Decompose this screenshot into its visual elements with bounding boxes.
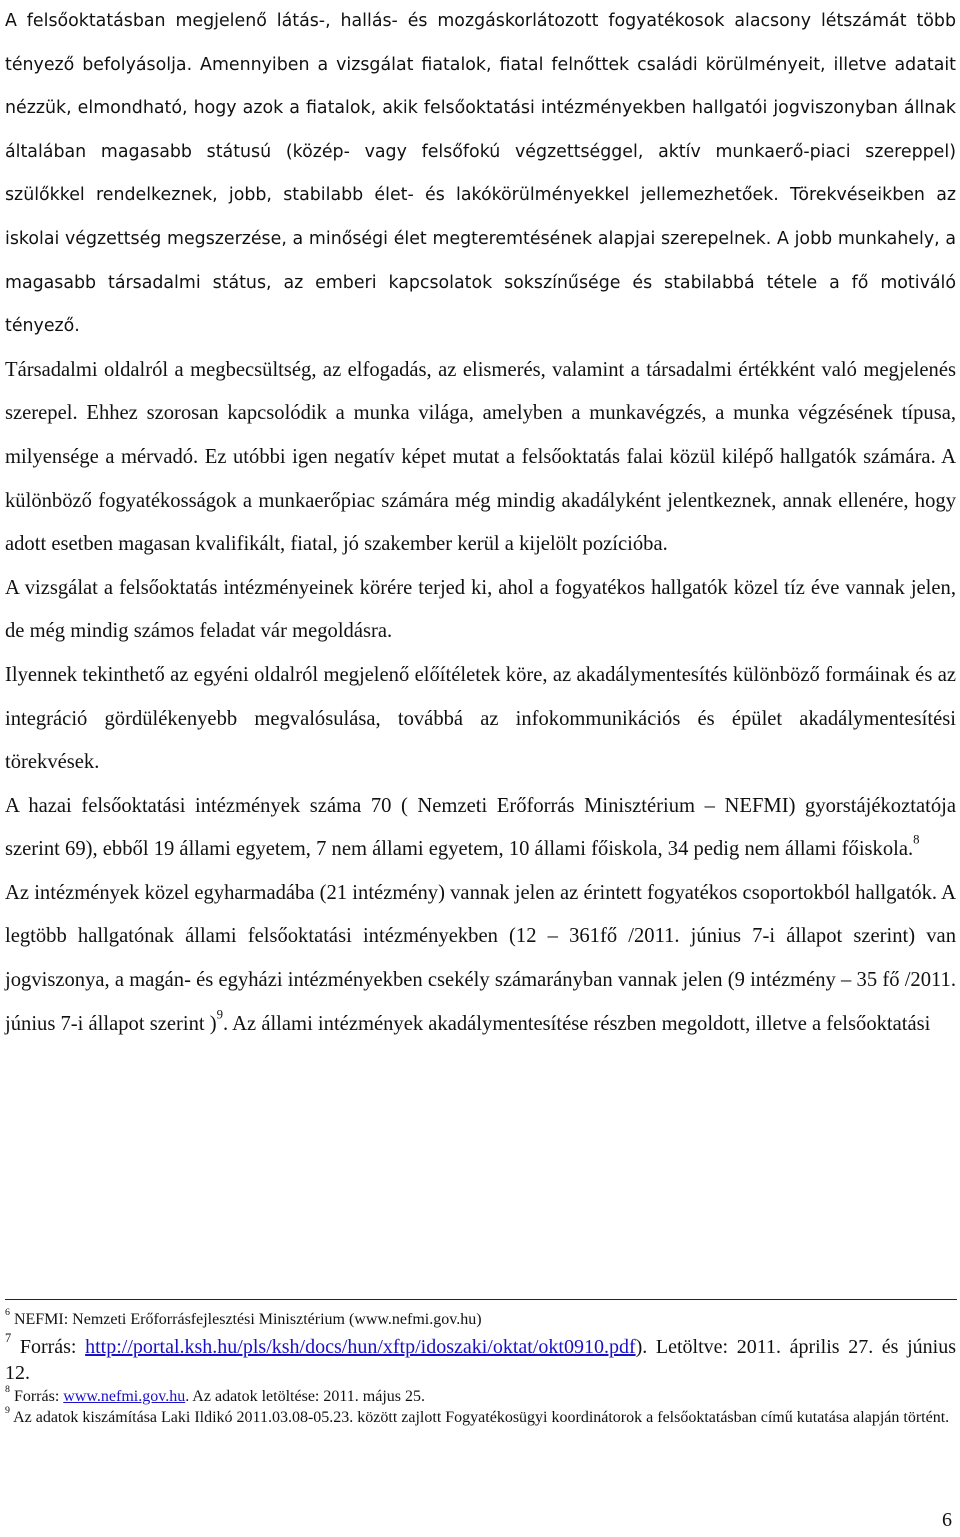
footnotes <box>5 1309 956 1428</box>
body-text <box>5 0 956 1046</box>
footnote-6 <box>5 1309 956 1330</box>
paragraph-2: Társadalmi oldalról a megbecsültség, az elfogadás, az elismerés, valamint a társadalmi értékként való megjelenés szerepel. Ehhez szorosan kapcsolódik a munka világa, amelyben a munkavégzés, a munka végzésének típusa, milyensége a mérvadó. Ez utóbbi igen negatív képet mutat a felsőoktatás falai közül kilépő hallgatók számára. A különböző fogyatékosságok a munkaerőpiac számára még mindig akadályként jelentkeznek, annak ellenére, hogy adott esetben magasan kvalifikált, fiatal, jó szakember kerül a kijelölt pozícióba. <box>5 358 956 556</box>
footnote-separator <box>5 1299 957 1300</box>
page-number: 6 <box>942 1509 952 1531</box>
paragraph-5 <box>5 785 956 872</box>
footnote-8 <box>5 1386 956 1407</box>
footnote-8-number: 8 <box>5 1384 10 1396</box>
footnote-8-link[interactable]: www.nefmi.gov.hu <box>63 1388 186 1405</box>
footnote-ref-9: 9 <box>216 1007 223 1022</box>
paragraph-6 <box>5 872 956 1046</box>
paragraph-6-text: Az intézmények közel egyharmadába (21 intézmény) vannak jelen az érintett fogyatékos csoportokból hallgatók. A legtöbb hallgatónak állami felsőoktatási intézményekben (12 – 361fő /2011. június 7-i állapot szerint) van jogviszonya, a magán- és egyházi intézményekben csekély számarányban vannak jelen (9 intézmény – 35 fő /2011. június 7-i állapot szerint ) <box>5 881 956 1035</box>
footnote-7-number: 7 <box>5 1330 12 1345</box>
footnote-8-prefix: Forrás: <box>9 1388 64 1405</box>
paragraph-6-tail: . Az állami intézmények akadálymentesítése részben megoldott, illetve a felsőoktatási <box>223 1012 931 1035</box>
paragraph-4: Ilyennek tekinthető az egyéni oldalról megjelenő előítéletek köre, az akadálymentesítés különböző formáinak és az integráció gördülékenyebb megvalósulása, továbbá az infokommunikációs és épület akadálymentesítési törekvések. <box>5 663 956 774</box>
footnote-6-number: 6 <box>5 1307 10 1319</box>
footnote-8-suffix: . Az adatok letöltése: 2011. május 25. <box>185 1388 425 1405</box>
footnote-7 <box>5 1330 956 1386</box>
footnote-9-number: 9 <box>5 1405 10 1417</box>
footnote-7-link[interactable]: http://portal.ksh.hu/pls/ksh/docs/hun/xftp/idoszaki/oktat/okt0910.pdf <box>85 1336 636 1358</box>
footnote-6-text: NEFMI: Nemzeti Erőforrásfejlesztési Minisztérium (www.nefmi.gov.hu) <box>9 1311 482 1328</box>
paragraph-1: A felsőoktatásban megjelenő látás-, hallás- és mozgáskorlátozott fogyatékosok alacsony létszámát több tényező befolyásolja. Amennyiben a vizsgálat fiatalok, fiatal felnőttek családi körülményeit, illetve adatait nézzük, elmondható, hogy azok a fiatalok, akik felsőoktatási intézményekben hallgatói jogviszonyban állnak általában magasabb státusú (közép- vagy felsőfokú végzettséggel, aktív munkaerő-piaci szereppel) szülőkkel rendelkeznek, jobb, stabilabb élet- és lakókörülményekkel jellemezhetőek. Törekvéseikben az iskolai végzettség megszerzése, a minőségi élet megteremtésének alapjai szerepelnek. A jobb munkahely, a magasabb társadalmi státus, az emberi kapcsolatok sokszínűsége és stabilabbá tétele a fő motiváló tényező. <box>5 11 956 337</box>
paragraph-5-text: A hazai felsőoktatási intézmények száma 70 ( Nemzeti Erőforrás Minisztérium – NEFMI) gyorstájékoztatója szerint 69), ebből 19 állami egyetem, 7 nem állami egyetem, 10 állami főiskola, 34 pedig nem állami főiskola. <box>5 794 956 861</box>
footnote-7-prefix: Forrás: <box>11 1336 86 1358</box>
footnote-9 <box>5 1407 956 1428</box>
footnote-9-text: Az adatok kiszámítása Laki Ildikó 2011.03.08-05.23. között zajlott Fogyatékosügyi koordinátorok a felsőoktatásban című kutatása alapján történt. <box>9 1409 950 1426</box>
paragraph-3: A vizsgálat a felsőoktatás intézményeinek körére terjed ki, ahol a fogyatékos hallgatók közel tíz éve vannak jelen, de még mindig számos feladat vár megoldásra. <box>5 576 956 643</box>
footnote-7-suffix: ). Letöltve: 2011. április 27. és június 12. <box>5 1336 956 1384</box>
footnote-ref-8: 8 <box>913 832 920 847</box>
